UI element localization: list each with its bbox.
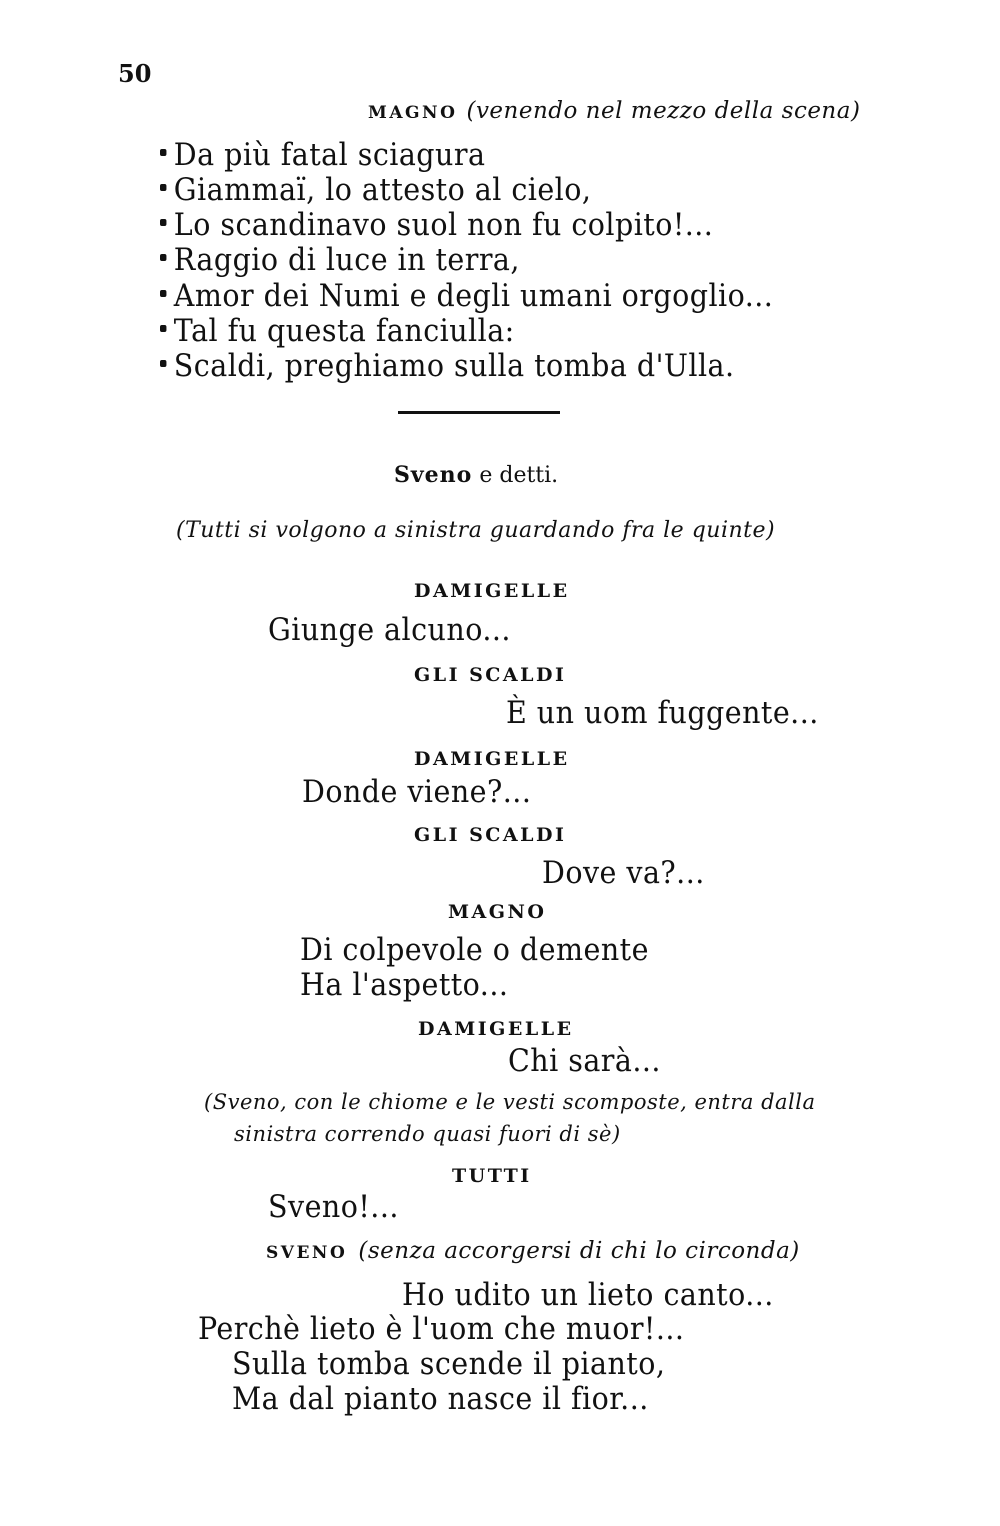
speaker-sveno: SVENO: [266, 1243, 348, 1263]
quote-mark-icon: [160, 184, 166, 191]
magno-cue: [368, 100, 860, 123]
sveno-cue: [266, 1240, 800, 1263]
verse-line: Sulla tomba scende il pianto,: [232, 1346, 666, 1382]
dialogue-line: È un uom fuggente...: [506, 695, 819, 731]
verse-line: Tal fu questa fanciulla:: [160, 316, 515, 347]
speaker-magno: MAGNO: [368, 103, 458, 123]
verse-line: Scaldi, preghiamo sulla tomba d'Ulla.: [160, 351, 735, 382]
dialogue-line: Donde viene?...: [302, 774, 532, 810]
dialogue-line: Dove va?...: [542, 855, 705, 891]
quote-mark-icon: [160, 325, 166, 332]
quote-mark-icon: [160, 219, 166, 226]
verse-line: Da più fatal sciagura: [160, 140, 485, 171]
dialogue-line: Di colpevole o demente: [300, 932, 649, 968]
scene-heading: [394, 464, 558, 487]
stage-direction: (Tutti si volgono a sinistra guardando fra le quinte): [176, 518, 776, 543]
verse-line: Giammaï, lo attesto al cielo,: [160, 175, 591, 206]
quote-mark-icon: [160, 360, 166, 367]
verse-line: Perchè lieto è l'uom che muor!...: [198, 1311, 685, 1347]
scene-heading-name: Sveno: [394, 462, 473, 488]
speaker-label: DAMIGELLE: [414, 748, 570, 770]
stage-direction: (Sveno, con le chiome e le vesti scomposte, entra dalla: [204, 1090, 816, 1114]
speaker-label: DAMIGELLE: [414, 580, 570, 602]
stage-direction-magno: (venendo nel mezzo della scena): [466, 98, 861, 124]
speaker-label: GLI SCALDI: [414, 824, 567, 846]
verse-line: Ma dal pianto nasce il fior...: [232, 1381, 649, 1417]
quote-mark-icon: [160, 290, 166, 297]
quote-mark-icon: [160, 254, 166, 261]
speaker-label: GLI SCALDI: [414, 664, 567, 686]
dialogue-line: Sveno!...: [268, 1189, 399, 1225]
verse-line: Raggio di luce in terra,: [160, 245, 520, 276]
verse-line: Ho udito un lieto canto...: [402, 1277, 774, 1313]
speaker-label: TUTTI: [452, 1165, 532, 1187]
speaker-label: MAGNO: [448, 901, 547, 923]
stage-direction: sinistra correndo quasi fuori di sè): [234, 1122, 621, 1146]
dialogue-line: Ha l'aspetto...: [300, 967, 509, 1003]
dialogue-line: Chi sarà...: [508, 1043, 661, 1079]
speaker-label: DAMIGELLE: [418, 1018, 574, 1040]
section-divider: [398, 411, 560, 414]
dialogue-line: Giunge alcuno...: [268, 612, 511, 648]
scene-heading-rest: e detti.: [479, 463, 559, 488]
stage-direction-sveno: (senza accorgersi di chi lo circonda): [358, 1238, 800, 1264]
page-number: 50: [118, 59, 152, 88]
quote-mark-icon: [160, 149, 166, 156]
verse-line: Lo scandinavo suol non fu colpito!...: [160, 210, 713, 241]
verse-line: Amor dei Numi e degli umani orgoglio...: [160, 281, 773, 312]
